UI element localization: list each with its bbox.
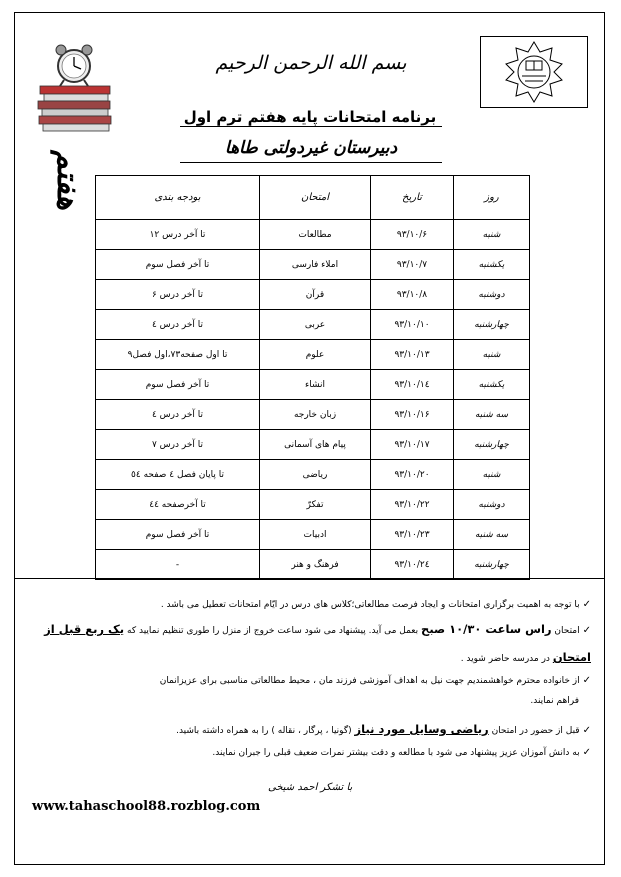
checkmark-icon: ✓ — [582, 725, 591, 736]
school-emblem-icon — [480, 36, 588, 108]
table-row — [96, 220, 530, 250]
table-row — [96, 400, 530, 430]
cell-syllabus: تا اول صفحه۷۳،اول فصل۹ — [96, 340, 260, 370]
signature-thanks: با تشکر احمد شیخی — [268, 782, 353, 793]
cell-day: دوشنبه — [454, 280, 530, 310]
cell-date: ۹۳/۱۰/۱٤ — [371, 370, 454, 400]
school-name: دبیرستان غیردولتی طاها — [224, 138, 398, 158]
exam-word-highlight: امتحان — [552, 650, 591, 664]
note-family — [160, 674, 591, 688]
cell-day: شنبه — [454, 220, 530, 250]
page-title: برنامه امتحانات پایه هفتم ترم اول — [183, 108, 437, 126]
cell-syllabus: تا آخر فصل سوم — [96, 250, 260, 280]
cell-exam: انشاء — [260, 370, 371, 400]
table-header-row — [96, 176, 530, 220]
checkmark-icon: ✓ — [582, 675, 591, 686]
checkmark-icon: ✓ — [582, 599, 591, 610]
note-text: به دانش آموزان عزیز پیشنهاد می شود با مطالعه و دقت بیشتر نمرات ضعیف قبلی را جبران نمایند. — [212, 748, 580, 758]
cell-exam: زبان خارجه — [260, 400, 371, 430]
note-exam-time — [44, 622, 591, 638]
checkmark-icon: ✓ — [582, 625, 591, 636]
cell-exam: فرهنگ و هنر — [260, 550, 371, 580]
cell-syllabus: تا آخر درس ۷ — [96, 430, 260, 460]
cell-syllabus: تا آخرصفحه ٤٤ — [96, 490, 260, 520]
table-row — [96, 370, 530, 400]
cell-exam: ریاضی — [260, 460, 371, 490]
cell-date: ۹۳/۱۰/۲۳ — [371, 520, 454, 550]
note-text: با توجه به اهمیت برگزاری امتحانات و ایجاد فرصت مطالعاتی؛کلاس های درس در ایّام امتحانات تعطیل می باشد . — [160, 600, 580, 610]
table-row — [96, 310, 530, 340]
cell-exam: پیام های آسمانی — [260, 430, 371, 460]
school-underline — [180, 162, 442, 163]
cell-syllabus: تا پایان فصل ٤ صفحه ٥٤ — [96, 460, 260, 490]
note-text: در مدرسه حاضر شوید . — [460, 654, 550, 664]
math-tools-highlight: ریاضی وسایل مورد نیاز — [354, 722, 489, 736]
exam-schedule-table — [95, 175, 530, 580]
cell-date: ۹۳/۱۰/۱۶ — [371, 400, 454, 430]
cell-exam: علوم — [260, 340, 371, 370]
note-text: بعمل می آید. پیشنهاد می شود ساعت خروج از منزل را طوری تنظیم نمایید که — [127, 626, 419, 636]
table-row — [96, 340, 530, 370]
quarter-hour-highlight: یک ربع قبل از — [44, 622, 125, 636]
cell-date: ۹۳/۱۰/۱۷ — [371, 430, 454, 460]
cell-day: سه شنبه — [454, 520, 530, 550]
table-row — [96, 430, 530, 460]
notes-divider — [14, 578, 605, 579]
cell-syllabus: تا آخر درس ٤ — [96, 400, 260, 430]
checkmark-icon: ✓ — [582, 747, 591, 758]
cell-exam: املاء فارسی — [260, 250, 371, 280]
exam-time-highlight: راس ساعت ۱۰/۳۰ صبح — [421, 622, 552, 636]
note-text: از خانواده محترم خواهشمندیم جهت نیل به اهداف آموزشی فرزند مان ، محیط مطالعاتی مناسبی برای عزیزانمان — [159, 676, 580, 686]
cell-day: شنبه — [454, 340, 530, 370]
table-row — [96, 280, 530, 310]
cell-exam: عربی — [260, 310, 371, 340]
note-text: (گونیا ، پرگار ، نقاله ) را به همراه داشته باشید. — [176, 726, 352, 736]
cell-day: یکشنبه — [454, 370, 530, 400]
cell-exam: مطالعات — [260, 220, 371, 250]
cell-syllabus: تا آخر درس ۶ — [96, 280, 260, 310]
cell-day: یکشنبه — [454, 250, 530, 280]
table-row — [96, 250, 530, 280]
grade-side-label: هفتم — [50, 149, 85, 210]
note-text: قبل از حضور در امتحان — [491, 726, 580, 736]
note-math-tools — [176, 722, 591, 738]
table-row — [96, 550, 530, 580]
note-exam-time-cont — [461, 650, 591, 666]
header-syllabus: بودجه بندی — [96, 176, 260, 220]
title-underline — [180, 126, 442, 127]
cell-syllabus: تا آخر فصل سوم — [96, 370, 260, 400]
cell-day: شنبه — [454, 460, 530, 490]
cell-date: ۹۳/۱۰/۸ — [371, 280, 454, 310]
cell-date: ۹۳/۱۰/۱۰ — [371, 310, 454, 340]
clock-on-books-icon — [36, 42, 114, 136]
cell-day: دوشنبه — [454, 490, 530, 520]
note-text: امتحان — [554, 626, 580, 636]
cell-date: ۹۳/۱۰/۷ — [371, 250, 454, 280]
cell-date: ۹۳/۱۰/۲۰ — [371, 460, 454, 490]
table-row — [96, 520, 530, 550]
header-exam: امتحان — [260, 176, 371, 220]
header-date: تاریخ — [371, 176, 454, 220]
note-text: فراهم نمایند. — [530, 696, 579, 706]
cell-syllabus: تا آخر درس ٤ — [96, 310, 260, 340]
note-study — [212, 746, 591, 760]
cell-syllabus: تا آخر فصل سوم — [96, 520, 260, 550]
bismillah-calligraphy: بسم الله الرحمن الرحیم — [215, 52, 407, 74]
website-url: www.tahaschool88.rozblog.com — [32, 799, 261, 814]
note-closure — [161, 598, 591, 612]
cell-day: چهارشنبه — [454, 430, 530, 460]
cell-syllabus: - — [96, 550, 260, 580]
table-row — [96, 460, 530, 490]
header-day: روز — [454, 176, 530, 220]
cell-exam: تفکرّ — [260, 490, 371, 520]
cell-exam: ادبیات — [260, 520, 371, 550]
cell-date: ۹۳/۱۰/۱۳ — [371, 340, 454, 370]
cell-date: ۹۳/۱۰/۶ — [371, 220, 454, 250]
cell-exam: قرآن — [260, 280, 371, 310]
cell-day: چهارشنبه — [454, 310, 530, 340]
table-row — [96, 490, 530, 520]
note-family-cont — [530, 696, 579, 708]
cell-date: ۹۳/۱۰/۲۲ — [371, 490, 454, 520]
cell-day: سه شنبه — [454, 400, 530, 430]
cell-day: چهارشنبه — [454, 550, 530, 580]
cell-syllabus: تا آخر درس ۱۲ — [96, 220, 260, 250]
cell-date: ۹۳/۱۰/۲٤ — [371, 550, 454, 580]
